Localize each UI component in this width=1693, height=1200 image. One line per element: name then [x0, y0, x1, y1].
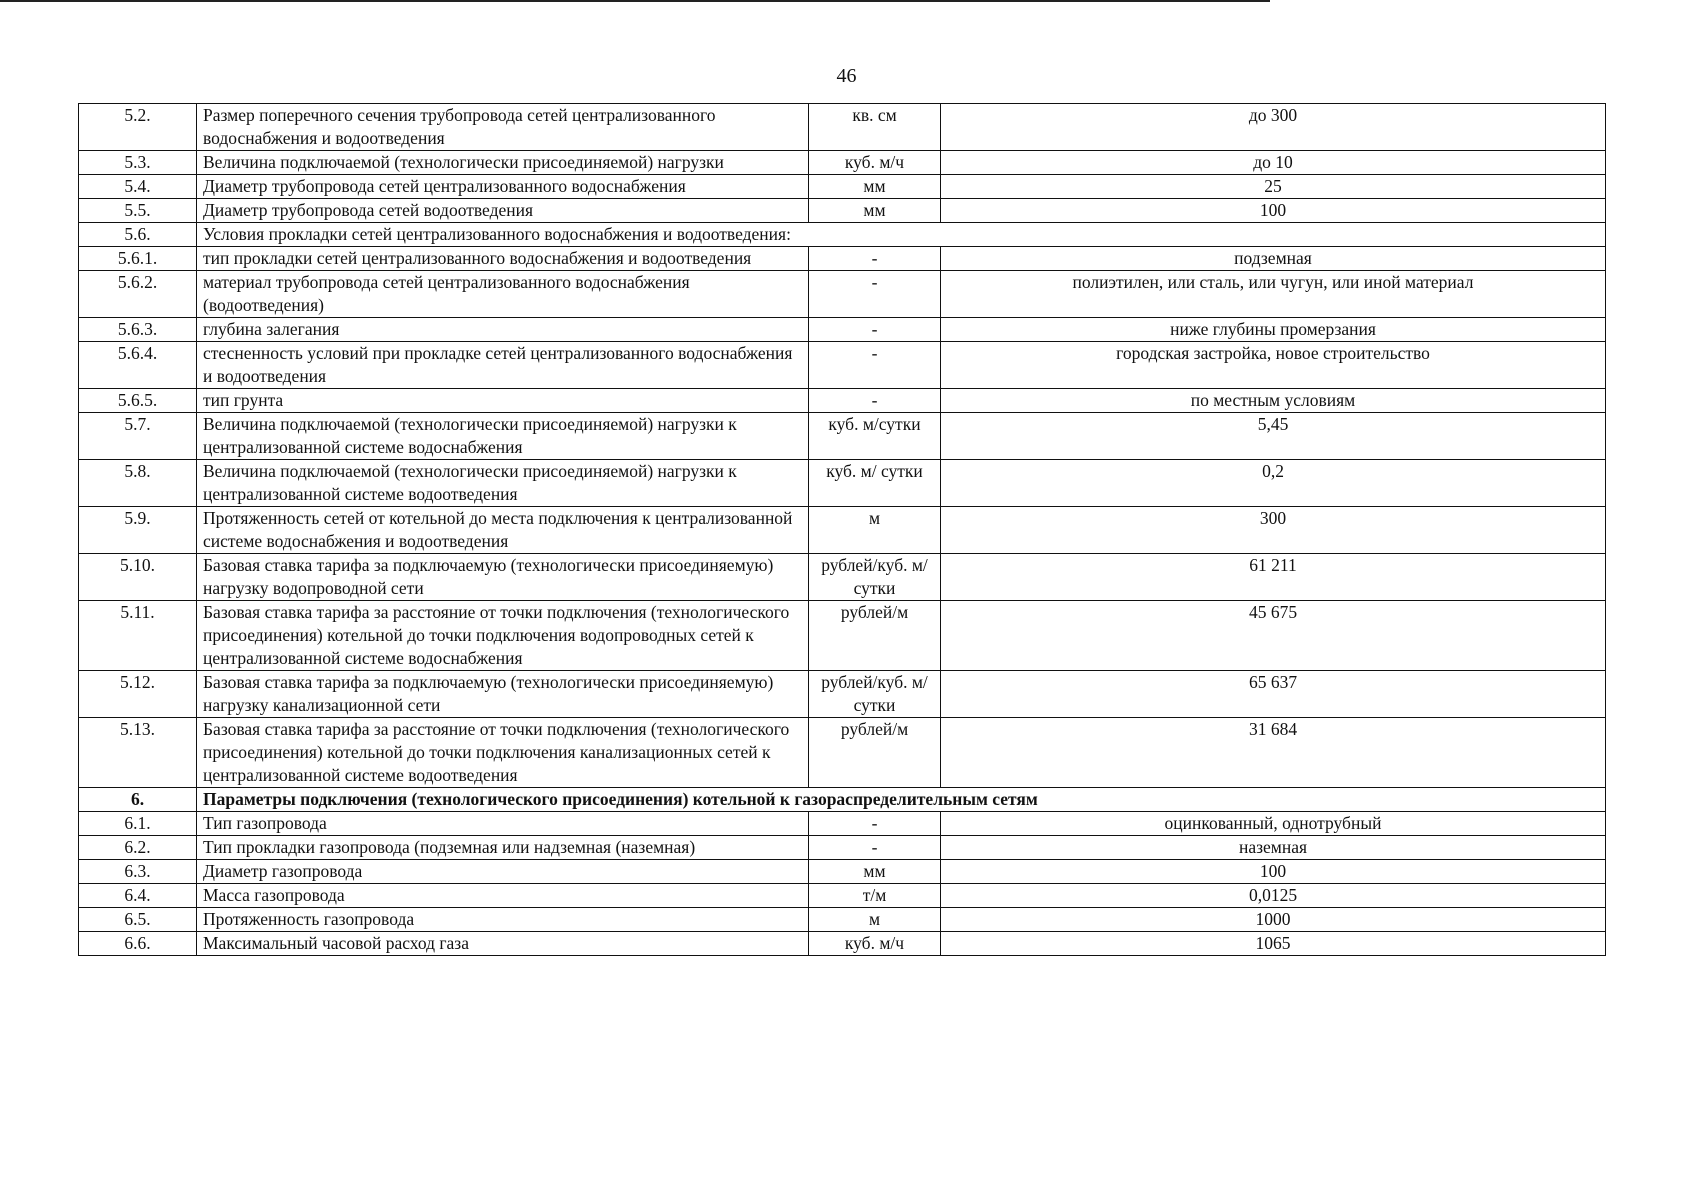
- parameter-unit: -: [809, 812, 941, 836]
- parameter-value: до 300: [941, 104, 1606, 151]
- table-row: [79, 342, 1606, 389]
- table-row: [79, 601, 1606, 671]
- row-number: 6.3.: [79, 860, 197, 884]
- parameter-unit: -: [809, 389, 941, 413]
- parameter-unit: куб. м/ч: [809, 151, 941, 175]
- table-body: [79, 104, 1606, 956]
- parameter-unit: т/м: [809, 884, 941, 908]
- row-number: 5.5.: [79, 199, 197, 223]
- section-heading: Условия прокладки сетей централизованного водоснабжения и водоотведения:: [197, 223, 1606, 247]
- table-row: [79, 671, 1606, 718]
- parameter-unit: -: [809, 836, 941, 860]
- parameter-value: до 10: [941, 151, 1606, 175]
- page-number: 46: [836, 65, 857, 87]
- parameter-name: Размер поперечного сечения трубопровода сетей централизованного водоснабжения и водоотведения: [197, 104, 809, 151]
- row-number: 6.2.: [79, 836, 197, 860]
- parameter-value: 100: [941, 860, 1606, 884]
- table-row: [79, 932, 1606, 956]
- row-number: 5.11.: [79, 601, 197, 671]
- parameter-value: городская застройка, новое строительство: [941, 342, 1606, 389]
- table-row: [79, 413, 1606, 460]
- row-number: 6.5.: [79, 908, 197, 932]
- table-row: [79, 271, 1606, 318]
- parameter-unit: кв. см: [809, 104, 941, 151]
- row-number: 6.1.: [79, 812, 197, 836]
- parameter-name: Базовая ставка тарифа за расстояние от точки подключения (технологического присоединения) котельной до точки подключения водопроводных сетей к централизованной системе водоснабжения: [197, 601, 809, 671]
- parameter-unit: мм: [809, 860, 941, 884]
- parameter-unit: -: [809, 247, 941, 271]
- parameter-name: глубина залегания: [197, 318, 809, 342]
- parameter-unit: м: [809, 908, 941, 932]
- parameter-name: Протяженность газопровода: [197, 908, 809, 932]
- parameter-unit: мм: [809, 175, 941, 199]
- parameter-name: материал трубопровода сетей централизованного водоснабжения (водоотведения): [197, 271, 809, 318]
- parameter-value: 5,45: [941, 413, 1606, 460]
- row-number: 5.6.3.: [79, 318, 197, 342]
- parameter-value: 300: [941, 507, 1606, 554]
- table-row: [79, 884, 1606, 908]
- parameter-name: Базовая ставка тарифа за подключаемую (технологически присоединяемую) нагрузку канализационной сети: [197, 671, 809, 718]
- parameter-name: тип прокладки сетей централизованного водоснабжения и водоотведения: [197, 247, 809, 271]
- parameter-name: Масса газопровода: [197, 884, 809, 908]
- table-row: [79, 860, 1606, 884]
- parameter-name: Тип газопровода: [197, 812, 809, 836]
- top-rule: [0, 0, 1270, 2]
- parameter-value: 65 637: [941, 671, 1606, 718]
- parameter-unit: рублей/м: [809, 718, 941, 788]
- parameter-unit: куб. м/ч: [809, 932, 941, 956]
- parameter-unit: куб. м/ сутки: [809, 460, 941, 507]
- parameter-value: оцинкованный, однотрубный: [941, 812, 1606, 836]
- table-row: [79, 104, 1606, 151]
- table-row: [79, 389, 1606, 413]
- table-row: [79, 836, 1606, 860]
- parameter-value: подземная: [941, 247, 1606, 271]
- table-row: [79, 812, 1606, 836]
- parameter-value: наземная: [941, 836, 1606, 860]
- parameter-unit: мм: [809, 199, 941, 223]
- parameter-value: 0,2: [941, 460, 1606, 507]
- parameter-value: 100: [941, 199, 1606, 223]
- row-number: 5.6.2.: [79, 271, 197, 318]
- table-row: [79, 788, 1606, 812]
- parameter-unit: рублей/м: [809, 601, 941, 671]
- parameter-name: Величина подключаемой (технологически присоединяемой) нагрузки к централизованной системе водоотведения: [197, 460, 809, 507]
- parameter-name: Диаметр газопровода: [197, 860, 809, 884]
- row-number: 5.8.: [79, 460, 197, 507]
- parameter-unit: куб. м/сутки: [809, 413, 941, 460]
- row-number: 5.2.: [79, 104, 197, 151]
- row-number: 6.4.: [79, 884, 197, 908]
- parameter-value: ниже глубины промерзания: [941, 318, 1606, 342]
- parameter-unit: -: [809, 342, 941, 389]
- table-row: [79, 318, 1606, 342]
- row-number: 5.6.5.: [79, 389, 197, 413]
- parameter-unit: рублей/куб. м/сутки: [809, 671, 941, 718]
- parameter-value: 1065: [941, 932, 1606, 956]
- row-number: 5.4.: [79, 175, 197, 199]
- parameter-value: по местным условиям: [941, 389, 1606, 413]
- row-number: 6.: [79, 788, 197, 812]
- parameter-value: 25: [941, 175, 1606, 199]
- table-row: [79, 507, 1606, 554]
- table-row: [79, 175, 1606, 199]
- row-number: 5.13.: [79, 718, 197, 788]
- row-number: 5.7.: [79, 413, 197, 460]
- table-row: [79, 460, 1606, 507]
- row-number: 5.6.: [79, 223, 197, 247]
- section-heading: Параметры подключения (технологического присоединения) котельной к газораспределительным сетям: [197, 788, 1606, 812]
- row-number: 5.10.: [79, 554, 197, 601]
- parameter-value: 61 211: [941, 554, 1606, 601]
- table-row: [79, 718, 1606, 788]
- parameter-name: Базовая ставка тарифа за расстояние от точки подключения (технологического присоединения) котельной до точки подключения канализационных сетей к централизованной системе водоотведения: [197, 718, 809, 788]
- table-row: [79, 247, 1606, 271]
- parameter-name: тип грунта: [197, 389, 809, 413]
- row-number: 5.12.: [79, 671, 197, 718]
- parameter-value: 1000: [941, 908, 1606, 932]
- row-number: 5.6.4.: [79, 342, 197, 389]
- table-row: [79, 151, 1606, 175]
- parameter-name: Диаметр трубопровода сетей водоотведения: [197, 199, 809, 223]
- table-row: [79, 199, 1606, 223]
- parameter-value: полиэтилен, или сталь, или чугун, или иной материал: [941, 271, 1606, 318]
- row-number: 6.6.: [79, 932, 197, 956]
- parameter-name: Протяженность сетей от котельной до места подключения к централизованной системе водоснабжения и водоотведения: [197, 507, 809, 554]
- parameter-unit: м: [809, 507, 941, 554]
- parameter-name: стесненность условий при прокладке сетей централизованного водоснабжения и водоотведения: [197, 342, 809, 389]
- parameters-table: [78, 103, 1606, 956]
- row-number: 5.3.: [79, 151, 197, 175]
- parameter-unit: -: [809, 271, 941, 318]
- parameter-name: Величина подключаемой (технологически присоединяемой) нагрузки: [197, 151, 809, 175]
- table-row: [79, 554, 1606, 601]
- table-row: [79, 908, 1606, 932]
- parameter-value: 45 675: [941, 601, 1606, 671]
- table-row: [79, 223, 1606, 247]
- parameter-value: 31 684: [941, 718, 1606, 788]
- parameter-unit: рублей/куб. м/сутки: [809, 554, 941, 601]
- parameter-value: 0,0125: [941, 884, 1606, 908]
- parameter-unit: -: [809, 318, 941, 342]
- parameter-name: Величина подключаемой (технологически присоединяемой) нагрузки к централизованной системе водоснабжения: [197, 413, 809, 460]
- parameter-name: Диаметр трубопровода сетей централизованного водоснабжения: [197, 175, 809, 199]
- row-number: 5.9.: [79, 507, 197, 554]
- parameter-name: Базовая ставка тарифа за подключаемую (технологически присоединяемую) нагрузку водопроводной сети: [197, 554, 809, 601]
- row-number: 5.6.1.: [79, 247, 197, 271]
- parameter-name: Тип прокладки газопровода (подземная или надземная (наземная): [197, 836, 809, 860]
- parameter-name: Максимальный часовой расход газа: [197, 932, 809, 956]
